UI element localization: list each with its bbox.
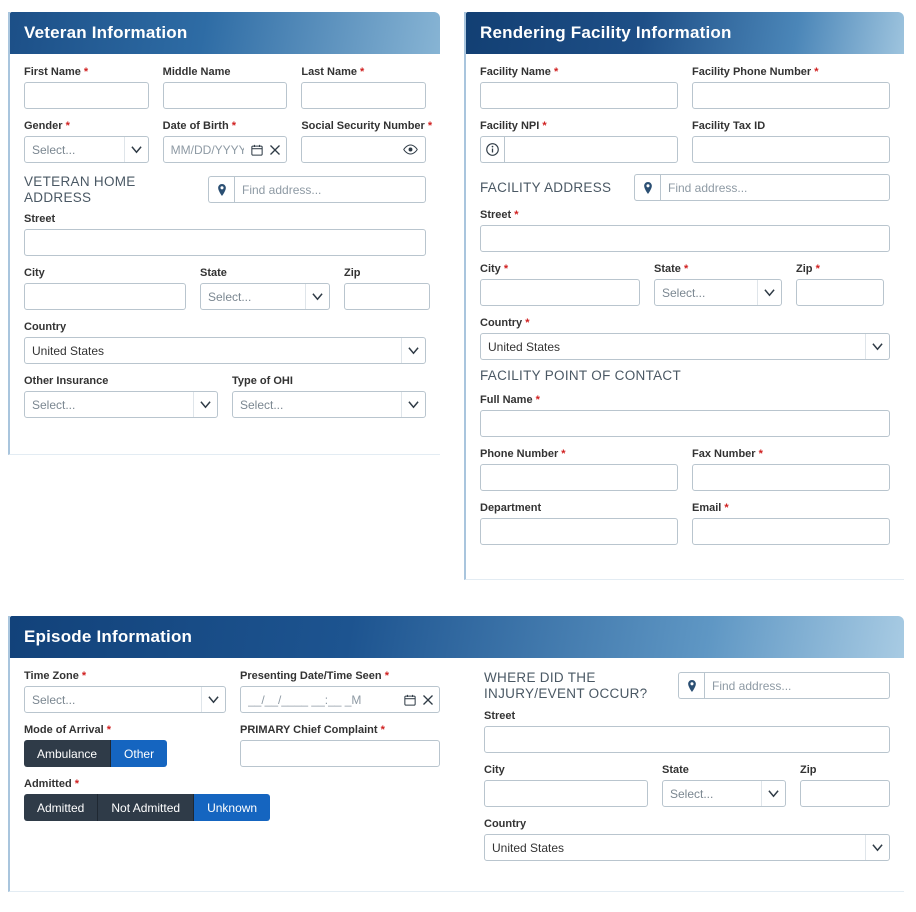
facility-npi-input[interactable] [504, 136, 678, 163]
required-mark: * [525, 317, 530, 329]
chevron-down-icon [305, 284, 329, 309]
injury-country-value: United States [492, 840, 565, 855]
injury-country-label: Country [484, 818, 527, 831]
veteran-country-value: United States [32, 343, 105, 358]
mode-of-arrival-group [24, 724, 226, 767]
episode-information-panel [8, 616, 904, 892]
injury-location-title: WHERE DID THE INJURY/EVENT OCCUR? [484, 670, 648, 701]
veteran-zip-group [344, 267, 430, 310]
injury-state-value: Select... [670, 786, 714, 801]
veteran-city-label: City [24, 267, 45, 280]
rendering-facility-information-panel [464, 12, 904, 580]
veteran-country-row [24, 321, 426, 364]
gender-label: Gender * [24, 120, 70, 132]
episode-panel-body [10, 658, 904, 891]
info-icon[interactable] [480, 136, 504, 163]
chevron-down-icon [193, 392, 217, 417]
veteran-address-section-row [24, 174, 426, 205]
poc-phone-group [480, 448, 678, 491]
injury-street-input[interactable] [484, 726, 890, 753]
injury-country-select[interactable] [484, 834, 890, 861]
required-mark: * [360, 66, 365, 78]
facility-npi-row [480, 120, 890, 163]
time-zone-value: Select... [32, 692, 76, 707]
injury-find-address-input[interactable] [704, 672, 890, 699]
facility-phone-group [692, 66, 890, 109]
mode-of-arrival-option-other[interactable]: Other [111, 740, 167, 767]
facility-city-group [480, 263, 640, 306]
poc-department-label: Department [480, 501, 542, 514]
veteran-country-group [24, 321, 426, 364]
gender-select-value: Select... [32, 142, 76, 157]
dob-group [163, 120, 288, 163]
map-pin-icon[interactable] [208, 176, 234, 203]
admitted-group [24, 778, 458, 821]
presenting-date-icons [404, 686, 434, 713]
required-mark: * [724, 501, 729, 514]
facility-find-address [634, 174, 890, 201]
ssn-field [301, 136, 426, 163]
dob-icons [251, 136, 281, 163]
veteran-street-label: Street [24, 213, 56, 226]
veteran-information-panel [8, 12, 440, 455]
injury-country-row [484, 818, 890, 861]
veteran-home-address-title: VETERAN HOME ADDRESS [24, 174, 136, 205]
injury-city-row [484, 764, 890, 807]
facility-zip-group [796, 263, 884, 306]
other-insurance-select[interactable] [24, 391, 218, 418]
facility-city-row [480, 263, 890, 306]
first-name-input[interactable] [24, 82, 149, 109]
facility-city-label: City * [480, 263, 509, 275]
facility-country-value: United States [488, 339, 561, 354]
required-mark: * [815, 263, 820, 275]
facility-panel-body [466, 54, 904, 579]
type-of-ohi-group [232, 375, 426, 418]
facility-phone-label: Facility Phone Number * [692, 66, 819, 78]
mode-of-arrival-label: Mode of Arrival * [24, 724, 112, 736]
facility-state-value: Select... [662, 285, 706, 300]
veteran-city-group [24, 267, 186, 310]
required-mark: * [561, 447, 566, 460]
required-mark: * [427, 120, 433, 132]
chief-complaint-group [240, 724, 440, 767]
poc-full-name-group [480, 394, 890, 437]
required-mark: * [814, 66, 819, 78]
facility-name-input[interactable] [480, 82, 678, 109]
veteran-demo-row [24, 120, 433, 163]
veteran-country-select[interactable] [24, 337, 426, 364]
facility-address-section-row [480, 174, 890, 201]
episode-right-column [484, 670, 890, 875]
veteran-find-address [208, 176, 426, 203]
eye-icon[interactable] [403, 136, 418, 163]
chevron-down-icon [201, 687, 225, 712]
veteran-street-row [24, 213, 426, 256]
clear-icon[interactable] [422, 694, 434, 706]
admitted-option-unknown[interactable]: Unknown [194, 794, 270, 821]
facility-country-row [480, 317, 890, 360]
presenting-date-label: Presenting Date/Time Seen * [240, 670, 389, 682]
type-of-ohi-label: Type of OHI [232, 375, 293, 388]
poc-fax-group [692, 448, 890, 491]
facility-street-group [480, 209, 890, 252]
veteran-city-input[interactable] [24, 283, 186, 310]
chevron-down-icon [124, 137, 148, 162]
chevron-down-icon [401, 392, 425, 417]
required-mark: * [380, 724, 385, 736]
facility-state-group [654, 263, 782, 306]
required-mark: * [83, 66, 89, 78]
facility-state-label: State * [654, 263, 689, 275]
veteran-state-label: State [200, 267, 227, 280]
facility-country-group [480, 317, 890, 360]
poc-email-group [692, 502, 890, 545]
required-mark: * [535, 393, 540, 406]
injury-state-group [662, 764, 786, 807]
required-mark: * [65, 120, 70, 132]
facility-zip-input[interactable] [796, 279, 884, 306]
chief-complaint-input[interactable] [240, 740, 440, 767]
facility-country-select[interactable] [480, 333, 890, 360]
middle-name-label: Middle Name [162, 66, 231, 78]
other-insurance-label: Other Insurance [24, 375, 109, 388]
required-mark: * [74, 778, 80, 790]
injury-zip-group [800, 764, 890, 807]
poc-email-input[interactable] [692, 518, 890, 545]
episode-admitted-row [24, 778, 458, 821]
facility-panel-title: Rendering Facility Information [480, 23, 732, 42]
veteran-panel-title: Veteran Information [24, 23, 188, 42]
facility-tax-id-group [692, 120, 890, 163]
veteran-zip-input[interactable] [344, 283, 430, 310]
mode-of-arrival-option-ambulance[interactable]: Ambulance [24, 740, 111, 767]
injury-zip-label: Zip [800, 764, 817, 777]
last-name-label: Last Name * [301, 66, 365, 78]
required-mark: * [758, 447, 763, 460]
poc-fax-label: Fax Number * [692, 447, 763, 460]
injury-state-select[interactable] [662, 780, 786, 807]
poc-fax-input[interactable] [692, 464, 890, 491]
veteran-state-value: Select... [208, 289, 252, 304]
veteran-state-select[interactable] [200, 283, 330, 310]
first-name-label: First Name * [24, 66, 89, 78]
last-name-group [301, 66, 426, 109]
poc-phone-row [480, 448, 890, 491]
injury-street-group [484, 710, 890, 753]
middle-name-input[interactable] [163, 82, 288, 109]
facility-npi-field [480, 136, 678, 163]
facility-find-address-input[interactable] [660, 174, 890, 201]
episode-arrival-row [24, 724, 458, 767]
episode-panel-header [10, 616, 904, 658]
other-insurance-group [24, 375, 218, 418]
facility-panel-header [466, 12, 904, 54]
facility-tax-id-input[interactable] [692, 136, 890, 163]
chevron-down-icon [761, 781, 785, 806]
ssn-group [301, 120, 433, 163]
required-mark: * [542, 120, 547, 132]
poc-phone-label: Phone Number * [480, 447, 566, 460]
poc-department-row [480, 502, 890, 545]
facility-country-label: Country * [480, 317, 530, 329]
poc-department-input[interactable] [480, 518, 678, 545]
last-name-input[interactable] [301, 82, 426, 109]
middle-name-group [163, 66, 288, 109]
poc-full-name-input[interactable] [480, 410, 890, 437]
mode-of-arrival-toggle-group[interactable] [24, 740, 167, 767]
chevron-down-icon [865, 334, 889, 359]
poc-department-group [480, 502, 678, 545]
admitted-option-admitted[interactable]: Admitted [24, 794, 98, 821]
presenting-date-group [240, 670, 440, 713]
other-insurance-value: Select... [32, 397, 76, 412]
facility-npi-label: Facility NPI * [480, 120, 547, 132]
facility-npi-group [480, 120, 678, 163]
admitted-label: Admitted * [24, 778, 80, 790]
facility-name-row [480, 66, 890, 109]
map-pin-icon[interactable] [634, 174, 660, 201]
dob-label: Date of Birth * [162, 120, 237, 132]
injury-section-row [484, 670, 890, 701]
admitted-option-not-admitted[interactable]: Not Admitted [98, 794, 194, 821]
chief-complaint-label: PRIMARY Chief Complaint * [240, 724, 385, 736]
type-of-ohi-value: Select... [240, 397, 284, 412]
facility-state-select[interactable] [654, 279, 782, 306]
veteran-insurance-row [24, 375, 426, 418]
calendar-icon[interactable] [251, 144, 263, 156]
calendar-icon[interactable] [404, 694, 416, 706]
injury-state-label: State [662, 764, 689, 777]
episode-panel-title: Episode Information [24, 627, 193, 646]
admitted-toggle-group[interactable] [24, 794, 270, 821]
injury-find-address [678, 672, 890, 699]
veteran-panel-body [10, 54, 440, 454]
poc-full-name-label: Full Name * [480, 393, 540, 406]
time-zone-label: Time Zone * [24, 670, 87, 682]
veteran-street-group [24, 213, 426, 256]
chevron-down-icon [865, 835, 889, 860]
episode-left-column [24, 670, 458, 875]
facility-street-input[interactable] [480, 225, 890, 252]
facility-city-input[interactable] [480, 279, 640, 306]
required-mark: * [384, 670, 389, 682]
required-mark: * [503, 263, 509, 275]
facility-poc-title: FACILITY POINT OF CONTACT [480, 368, 682, 383]
poc-phone-input[interactable] [480, 464, 678, 491]
facility-name-group [480, 66, 678, 109]
facility-zip-label: Zip * [796, 263, 820, 275]
required-mark: * [514, 209, 519, 221]
facility-tax-id-label: Facility Tax ID [692, 120, 766, 132]
required-mark: * [81, 670, 87, 682]
injury-country-group [484, 818, 890, 861]
gender-select[interactable] [24, 136, 149, 163]
veteran-state-group [200, 267, 330, 310]
veteran-street-input[interactable] [24, 229, 426, 256]
gender-group [24, 120, 149, 163]
injury-city-group [484, 764, 648, 807]
clear-icon[interactable] [269, 144, 281, 156]
veteran-panel-header [10, 12, 440, 54]
map-pin-icon[interactable] [678, 672, 704, 699]
required-mark: * [106, 724, 112, 736]
required-mark: * [553, 66, 559, 78]
episode-grid [24, 670, 890, 875]
required-mark: * [683, 263, 689, 275]
poc-full-name-row [480, 394, 890, 437]
veteran-country-label: Country [24, 321, 67, 334]
required-mark: * [231, 120, 237, 132]
injury-street-row [484, 710, 890, 753]
facility-phone-input[interactable] [692, 82, 890, 109]
injury-city-label: City [484, 764, 505, 777]
time-zone-select[interactable] [24, 686, 226, 713]
episode-timezone-row [24, 670, 458, 713]
ssn-label: Social Security Number * [301, 120, 433, 132]
facility-street-row [480, 209, 890, 252]
time-zone-group [24, 670, 226, 713]
injury-street-label: Street [484, 710, 516, 723]
veteran-name-row [24, 66, 426, 109]
poc-email-label: Email * [692, 501, 729, 514]
type-of-ohi-select[interactable] [232, 391, 426, 418]
injury-city-input[interactable] [484, 780, 648, 807]
facility-street-label: Street * [480, 209, 519, 221]
chevron-down-icon [757, 280, 781, 305]
presenting-date-field [240, 686, 440, 713]
facility-address-title: FACILITY ADDRESS [480, 179, 612, 195]
veteran-zip-label: Zip [344, 267, 361, 280]
facility-name-label: Facility Name * [480, 66, 559, 78]
first-name-group [24, 66, 149, 109]
dob-field [163, 136, 288, 163]
veteran-city-row [24, 267, 426, 310]
chevron-down-icon [401, 338, 425, 363]
veteran-find-address-input[interactable] [234, 176, 426, 203]
injury-zip-input[interactable] [800, 780, 890, 807]
